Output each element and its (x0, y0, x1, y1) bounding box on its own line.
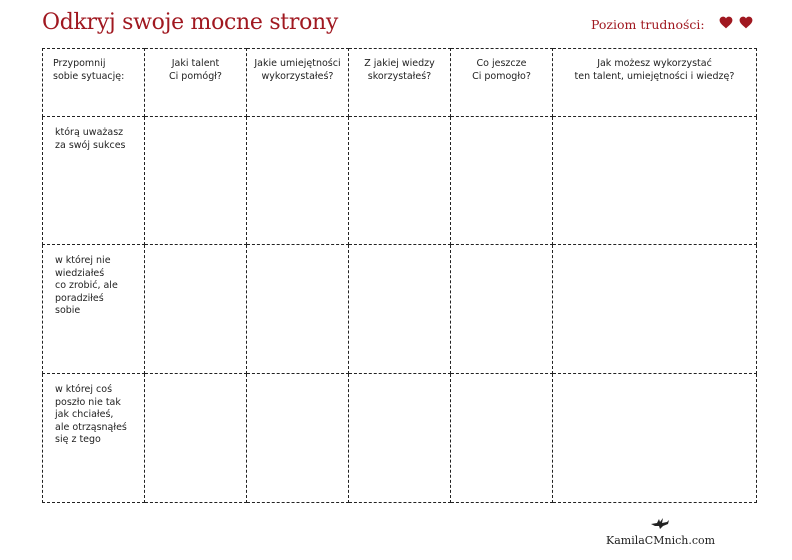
column-header-other-help: Co jeszcze Ci pomogło? (451, 49, 553, 117)
heart-icon (719, 16, 733, 29)
column-header-skills: Jakie umiejętności wykorzystałeś? (247, 49, 349, 117)
strengths-worksheet-table (42, 48, 757, 503)
answer-cell[interactable] (451, 374, 553, 503)
page-title: Odkryj swoje mocne strony (42, 10, 339, 35)
table-row (43, 374, 757, 503)
answer-cell[interactable] (247, 374, 349, 503)
answer-cell[interactable] (349, 374, 451, 503)
answer-cell[interactable] (553, 374, 757, 503)
bird-icon (650, 516, 670, 530)
answer-cell[interactable] (451, 117, 553, 245)
row-label-success: którą uważasz za swój sukces (43, 117, 145, 245)
header-row (43, 49, 757, 117)
row-label-coped: w której nie wiedziałeś co zrobić, ale poradziłeś sobie (43, 245, 145, 374)
difficulty-rating (719, 16, 753, 29)
column-header-talent: Jaki talent Ci pomógł? (145, 49, 247, 117)
answer-cell[interactable] (349, 117, 451, 245)
answer-cell[interactable] (451, 245, 553, 374)
answer-cell[interactable] (247, 117, 349, 245)
column-header-future-use: Jak możesz wykorzystać ten talent, umiejętności i wiedzę? (553, 49, 757, 117)
table-row (43, 117, 757, 245)
answer-cell[interactable] (553, 245, 757, 374)
row-label-recovered: w której coś poszło nie tak jak chciałeś, ale otrząsnąłeś się z tego (43, 374, 145, 503)
footer-site-name: KamilaCMnich.com (606, 534, 716, 547)
answer-cell[interactable] (145, 374, 247, 503)
answer-cell[interactable] (247, 245, 349, 374)
heart-icon (739, 16, 753, 29)
table-row (43, 245, 757, 374)
column-header-knowledge: Z jakiej wiedzy skorzystałeś? (349, 49, 451, 117)
difficulty-label: Poziom trudności: (591, 17, 705, 32)
answer-cell[interactable] (145, 245, 247, 374)
answer-cell[interactable] (145, 117, 247, 245)
column-header-situation: Przypomnij sobie sytuację: (43, 49, 145, 117)
answer-cell[interactable] (349, 245, 451, 374)
answer-cell[interactable] (553, 117, 757, 245)
